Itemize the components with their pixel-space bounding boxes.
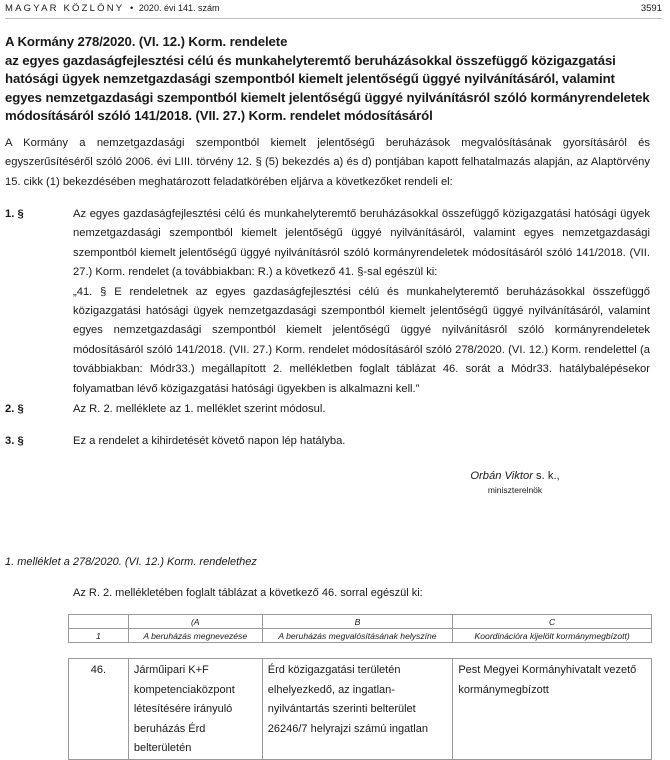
- column-a-label: (A: [128, 615, 262, 629]
- investment-name: Járműipari K+F kompetenciaközpont létesítésére irányuló beruházás Érd belterületén: [128, 659, 262, 760]
- investment-location: Érd közigazgatási területén elhelyezkedő, az ingatlan-nyilvántartás szerinti belterület 26246/7 helyrajzi számú ingatlan: [262, 659, 453, 760]
- section-3: [5, 432, 650, 451]
- title-line: A Kormány 278/2020. (VI. 12.) Korm. rendelete: [5, 34, 288, 49]
- column-b-label: B: [262, 615, 453, 629]
- annex-title: 1. melléklet a 278/2020. (VI. 12.) Korm. rendelethez: [5, 556, 257, 568]
- section-text: Az R. 2. melléklete az 1. melléklet szerint módosul.: [73, 403, 326, 415]
- title-line: módosításáról szóló 141/2018. (VII. 27.) Korm. rendelet módosításáról: [5, 108, 433, 124]
- title-line: egyes nemzetgazdasági szempontból kiemelt jelentőségű üggyé nyilvánításról szóló kormányrendeletek: [5, 89, 650, 105]
- header-divider: [5, 18, 662, 19]
- column-c-label: C: [453, 615, 652, 629]
- row-number: 46.: [69, 659, 129, 760]
- section-text: Az egyes gazdaságfejlesztési célú és munkahelyteremtő beruházásokkal összefüggő közigazgatási hatósági ügyek nemzetgazdasági szempontból kiemelt jelentőségű üggyé nyilvánításáról, valamint egyes nemzetgazdasági szempontból kiemelt jelentőségű üggyé nyilvánításról szóló kormányrendeletek módosításáról szóló 141/2018. (VII. 27.) Korm. rendelet (a továbbiakban: R.) a következő 41. §-sal egészül ki:: [73, 208, 650, 279]
- coordinating-commissioner: Pest Megyei Kormányhivatalt vezető kormánymegbízott: [453, 659, 652, 760]
- row-number: 1: [69, 629, 129, 643]
- section-quote: „41. § E rendeletnek az egyes gazdaságfejlesztési célú és munkahelyteremtő beruházásokkal összefüggő közigazgatási hatósági ügyek nemzetgazdasági szempontból kiemelt jelentőségű üggyé nyilvánításáról, valamint egyes nemzetgazdasági szempontból kiemelt jelentőségű üggyé nyilvánításról szóló kormányrendeletek módosításáról szóló 141/2018. (VII. 27.) Korm. rendelet módosításáról szóló 278/2020. (VI. 12.) Korm. rendelettel (a továbbiakban: Módr33.) megállapított 2. mellékletben foglalt táblázat 46. sorát a Módr33. hatálybalépésekor folyamatban lévő közigazgatási hatósági ügyekben is alkalmazni kell.”: [73, 285, 650, 395]
- page-number: 3591: [640, 3, 662, 14]
- publication-name: MAGYAR KÖZLÖNY: [5, 3, 125, 14]
- table-row: [69, 659, 652, 760]
- table-row: [69, 629, 652, 643]
- signatory-role: miniszterelnök: [487, 485, 543, 495]
- signatory: [440, 470, 590, 482]
- annex-header-table: [68, 614, 652, 643]
- title-line: az egyes gazdaságfejlesztési célú és munkahelyteremtő beruházásokkal összefüggő közigazgatási: [5, 52, 616, 68]
- running-header: [5, 3, 662, 17]
- annex-data-table: [68, 658, 652, 760]
- section-number: 3. §: [5, 435, 24, 447]
- column-c-header: Koordinációra kijelölt kormánymegbízott): [453, 629, 652, 643]
- table-row: [69, 615, 652, 629]
- annex-intro: Az R. 2. mellékletében foglalt táblázat a következő 46. sorral egészül ki:: [73, 587, 423, 599]
- issue-number: 2020. évi 141. szám: [138, 3, 220, 13]
- section-number: 1. §: [5, 208, 24, 220]
- header-separator: •: [129, 3, 134, 14]
- title-line: hatósági ügyek nemzetgazdasági szempontból kiemelt jelentőségű üggyé nyilvánításáról, valamint: [5, 71, 615, 87]
- section-number: 2. §: [5, 403, 24, 415]
- section-text: Ez a rendelet a kihirdetését követő napon lép hatályba.: [73, 435, 346, 447]
- column-b-header: A beruházás megvalósításának helyszíne: [262, 629, 453, 643]
- preamble: A Kormány a nemzetgazdasági szempontból kiemelt jelentőségű beruházások megvalósításának gyorsításáról és egyszerűsítéséről szóló 2006. évi LIII. törvény 12. § (5) bekezdés a) és d) pontjában kapott felhatalmazás alapján, az Alaptörvény 15. cikk (1) bekezdésében meghatározott feladatkörében eljárva a következőket rendeli el:: [5, 137, 650, 188]
- table-cell: [69, 615, 129, 629]
- signature-block: [440, 470, 590, 495]
- signatory-suffix: s. k.,: [536, 470, 560, 482]
- column-a-header: A beruházás megnevezése: [128, 629, 262, 643]
- section-1: [5, 205, 650, 399]
- section-2: [5, 400, 650, 419]
- signatory-name: Orbán Viktor: [470, 470, 533, 482]
- decree-title: [5, 33, 655, 126]
